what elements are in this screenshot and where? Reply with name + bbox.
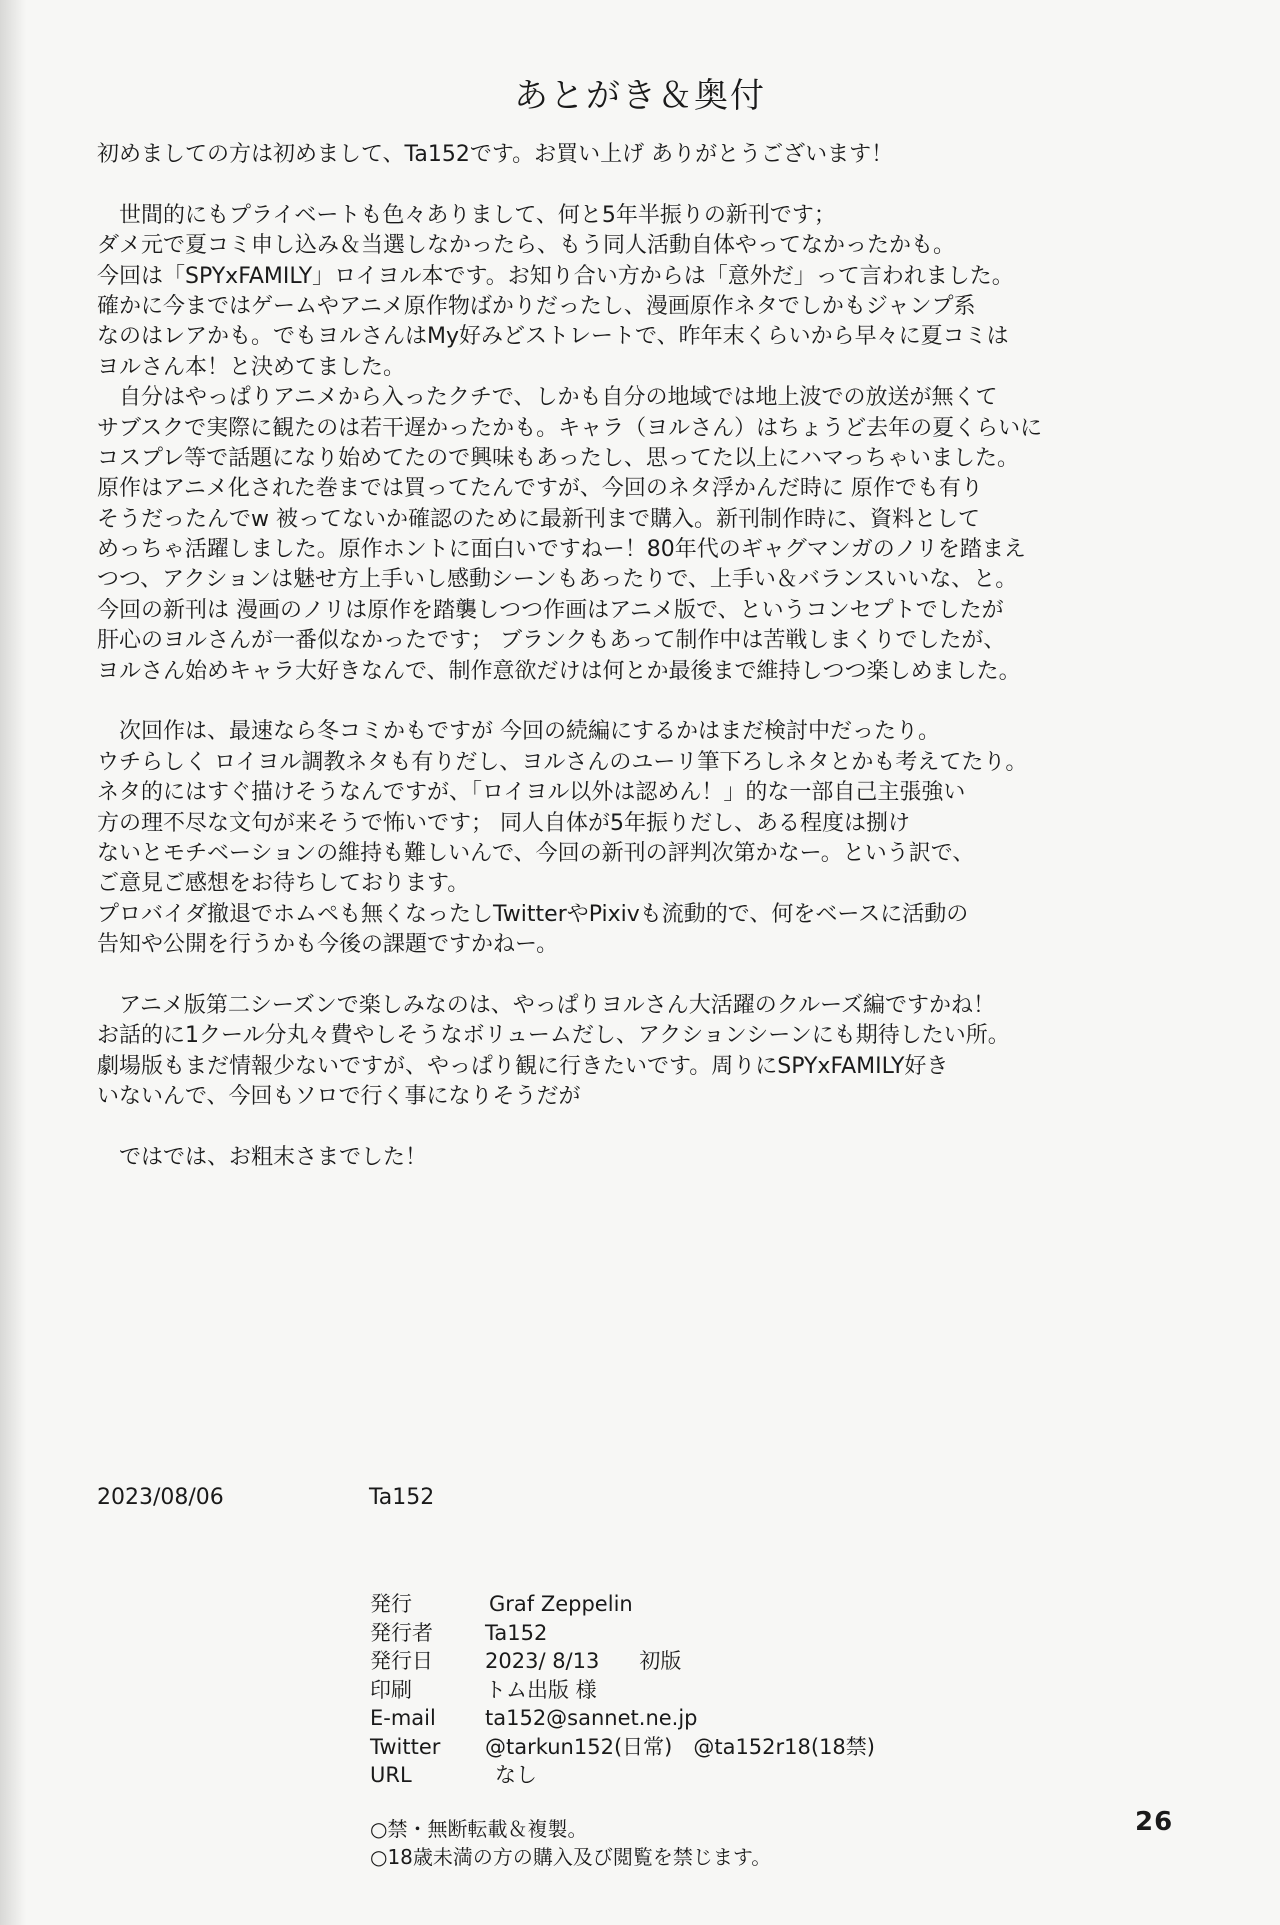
- colophon-value: Ta152: [485, 1620, 548, 1645]
- text-line: 次回作は、最速なら冬コミかもですが 今回の続編にするかはまだ検討中だったり。: [97, 719, 940, 745]
- text-line: 確かに今まではゲームやアニメ原作物ばかりだったし、漫画原作ネタでしかもジャンプ系: [97, 293, 976, 319]
- colophon-label: 発行日: [370, 1649, 433, 1673]
- colophon-label: 発行者: [370, 1620, 433, 1645]
- colophon-edition: 初版: [639, 1649, 682, 1673]
- colophon-value: トム出版 様: [485, 1677, 597, 1702]
- colophon-date: [370, 1647, 875, 1676]
- text-line: 原作はアニメ化された巻までは買ってたんですが、今回のネタ浮かんだ時に 原作でも有り: [97, 476, 983, 502]
- text-line: サブスクで実際に観たのは若干遅かったかも。キャラ（ヨルさん）はちょうど去年の夏くらいに: [97, 415, 1043, 441]
- afterword-body: [97, 140, 1207, 1173]
- colophon: [370, 1590, 875, 1790]
- text-line: ヨルさん始めキャラ大好きなんで、制作意欲だけは何とか最後まで維持しつつ楽しめました。: [97, 658, 1021, 684]
- colophon-value: Graf Zeppelin: [489, 1592, 633, 1616]
- legal-notes: [370, 1815, 771, 1871]
- note-no-reproduction: ○禁・無断転載＆複製。: [370, 1817, 588, 1841]
- text-line: アニメ版第二シーズンで楽しみなのは、やっぱりヨルさん大活躍のクルーズ編ですかね！: [97, 992, 996, 1018]
- colophon-value: なし: [495, 1763, 537, 1787]
- text-line: つつ、アクションは魅せ方上手いし感動シーンもあったりで、上手い＆バランスいいな、と。: [97, 567, 1018, 593]
- text-line: 自分はやっぱりアニメから入ったクチで、しかも自分の地域では地上波での放送が無くて: [97, 385, 998, 411]
- text-line: 初めましての方は初めまして、Ta152です。お買い上げ ありがとうございます！: [97, 142, 894, 167]
- colophon-label: 印刷: [370, 1677, 412, 1702]
- signature-date: 2023/08/06: [97, 1485, 224, 1510]
- text-line: そうだったんでw 被ってないか確認のために最新刊まで購入。新刊制作時に、資料として: [97, 506, 980, 532]
- text-line: ネタ的にはすぐ描けそうなんですが、「ロイヨル以外は認めん！」的な一部自己主張強い: [97, 780, 966, 806]
- text-line: ヨルさん本！と決めてました。: [97, 354, 406, 380]
- text-line: いないんで、今回もソロで行く事になりそうだが: [97, 1084, 581, 1110]
- colophon-value: @tarkun152(日常) @ta152r18(18禁): [485, 1734, 875, 1759]
- text-line: ないとモチベーションの維持も難しいんで、今回の新刊の評判次第かなー。という訳で、: [97, 840, 975, 866]
- text-line: なのはレアかも。でもヨルさんはMy好みどストレートで、昨年末くらいから早々に夏コミは: [97, 324, 1009, 350]
- text-line: 肝心のヨルさんが一番似なかったです； ブランクもあって制作中は苦戦しまくりでしたが、: [97, 628, 1006, 654]
- colophon-publisher: [370, 1590, 875, 1619]
- text-line: ダメ元で夏コミ申し込み＆当選しなかったら、もう同人活動自体やってなかったかも。: [97, 233, 956, 259]
- text-line: ウチらしく ロイヨル調教ネタも有りだし、ヨルさんのユーリ筆下ろしネタとかも考えてたり。: [97, 749, 1028, 775]
- text-line: 劇場版もまだ情報少ないですが、やっぱり観に行きたいです。周りにSPYxFAMILY好き: [97, 1053, 949, 1079]
- signature-author: Ta152: [369, 1485, 435, 1510]
- paragraph-about-book: [97, 201, 1207, 687]
- paragraph-greeting: [97, 140, 1207, 170]
- colophon-twitter: [370, 1733, 875, 1762]
- signature: [97, 1485, 434, 1510]
- text-line: 告知や公開を行うかも今後の課題ですかねー。: [97, 932, 559, 958]
- text-line: ご意見ご感想をお待ちしております。: [97, 871, 470, 897]
- text-line: 世間的にもプライベートも色々ありまして、何と5年半振りの新刊です；: [97, 202, 836, 228]
- note-age-restriction: ○18歳未満の方の購入及び閲覧を禁じます。: [370, 1845, 772, 1869]
- text-line: 方の理不尽な文句が来そうで怖いです； 同人自体が5年振りだし、ある程度は捌け: [97, 810, 910, 836]
- page-title: あとがき＆奥付: [514, 76, 766, 116]
- paragraph-anime-season: [97, 991, 1207, 1113]
- colophon-url: [370, 1761, 875, 1790]
- paragraph-closing: [97, 1143, 1207, 1173]
- text-line: 今回の新刊は 漫画のノリは原作を踏襲しつつ作画はアニメ版で、というコンセプトでしたが: [97, 597, 1004, 623]
- paragraph-next-work: [97, 717, 1207, 960]
- text-line: プロバイダ撤退でホムペも無くなったしTwitterやPixivも流動的で、何をベースに活動の: [97, 901, 969, 927]
- page-gutter-shadow: [0, 0, 26, 1925]
- text-line: ではでは、お粗末さまでした！: [97, 1144, 428, 1170]
- colophon-label: 発行: [370, 1592, 412, 1616]
- colophon-printer: [370, 1676, 875, 1705]
- colophon-issuer: [370, 1619, 875, 1648]
- colophon-value: ta152@sannet.ne.jp: [485, 1706, 698, 1730]
- text-line: 今回は「SPYxFAMILY」ロイヨル本です。お知り合い方からは「意外だ」って言われました。: [97, 263, 1014, 289]
- text-line: めっちゃ活躍しました。原作ホントに面白いですねー！80年代のギャグマンガのノリを踏まえ: [97, 537, 1026, 563]
- page-number: 26: [1135, 1807, 1174, 1837]
- text-line: お話的に1クール分丸々費やしそうなボリュームだし、アクションシーンにも期待したい所。: [97, 1023, 1010, 1049]
- colophon-label: URL: [370, 1763, 412, 1787]
- colophon-label: E-mail: [370, 1706, 436, 1730]
- colophon-value: 2023/ 8/13: [485, 1649, 600, 1673]
- colophon-label: Twitter: [370, 1734, 441, 1759]
- colophon-email: [370, 1704, 875, 1733]
- text-line: コスプレ等で話題になり始めてたので興味もあったし、思ってた以上にハマっちゃいました。: [97, 445, 1020, 471]
